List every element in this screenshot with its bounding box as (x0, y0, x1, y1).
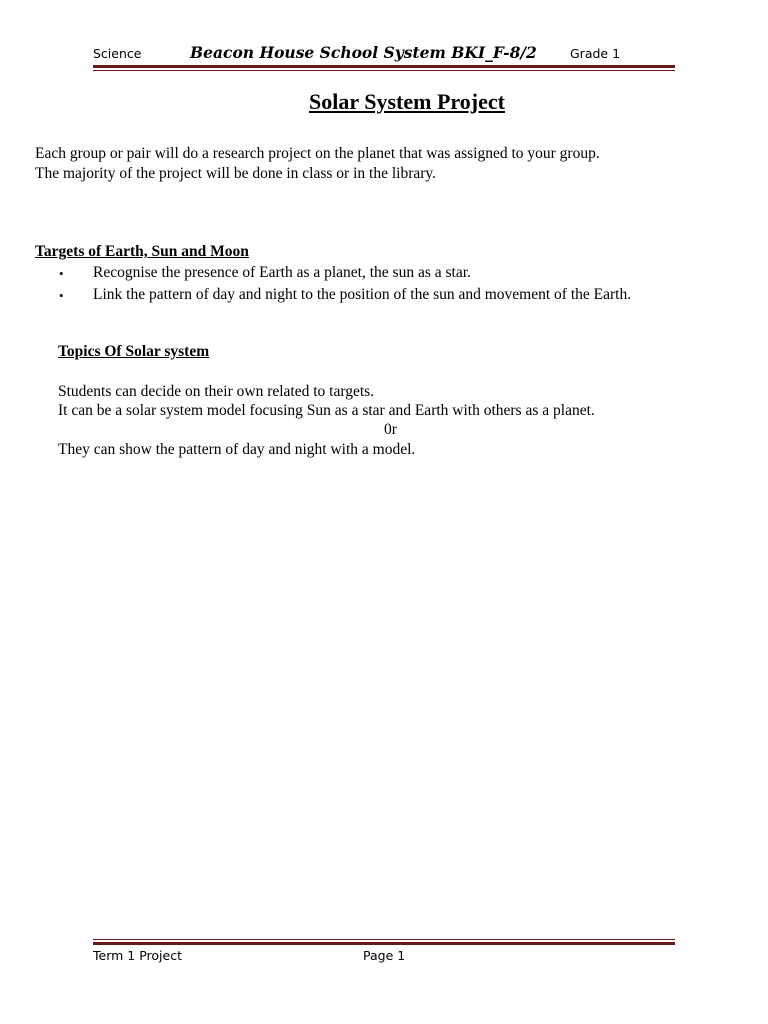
intro-line-2: The majority of the project will be done in class or in the library. (35, 165, 437, 182)
footer-rule-thin (93, 939, 675, 940)
footer-project-label: Term 1 Project (93, 948, 182, 963)
intro-line-1: Each group or pair will do a research project on the planet that was assigned to your group. (35, 145, 600, 162)
target-item-2: Link the pattern of day and night to the position of the sun and movement of the Earth. (93, 286, 632, 303)
bullet-icon: • (59, 288, 64, 303)
bullet-icon: • (59, 266, 64, 281)
header-subject: Science (93, 46, 142, 61)
page-title: Solar System Project (309, 89, 505, 114)
header-school-name: Beacon House School System BKI_F-8/2 (190, 43, 537, 62)
topics-line-1: Students can decide on their own related to targets. (58, 383, 375, 400)
footer-rule-thick (93, 942, 675, 945)
topics-or: 0r (384, 421, 397, 438)
header-grade: Grade 1 (570, 46, 621, 61)
targets-heading: Targets of Earth, Sun and Moon (35, 243, 249, 260)
target-item-1: Recognise the presence of Earth as a planet, the sun as a star. (93, 264, 471, 281)
header-rule-thick (93, 65, 675, 68)
topics-line-2: It can be a solar system model focusing Sun as a star and Earth with others as a planet. (58, 402, 595, 419)
topics-heading: Topics Of Solar system (58, 343, 210, 360)
header-rule-thin (93, 70, 675, 71)
topics-line-3: They can show the pattern of day and night with a model. (58, 441, 416, 458)
footer-page-number: Page 1 (363, 948, 406, 963)
